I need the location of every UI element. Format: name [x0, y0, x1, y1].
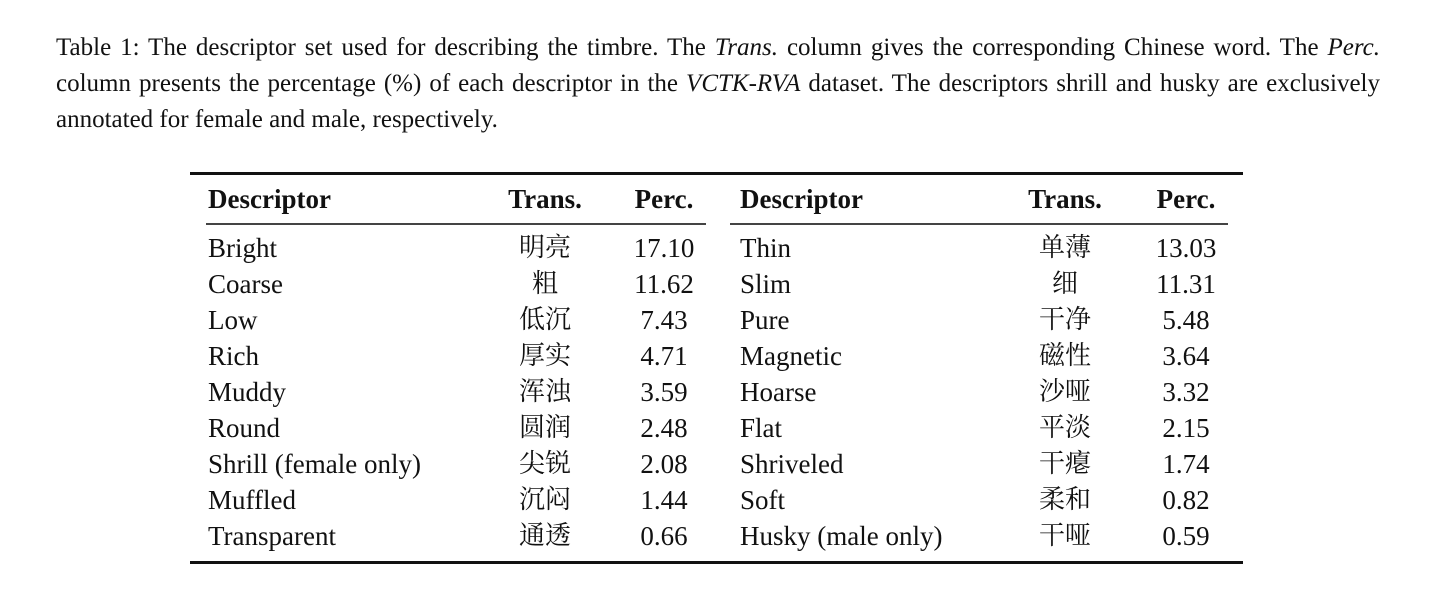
cell-trans: 干哑	[1038, 521, 1091, 551]
cell-descriptor: Transparent	[208, 521, 336, 551]
cell-trans: 明亮	[518, 233, 571, 263]
cell-trans: 沉闷	[518, 485, 571, 515]
cell-perc: 2.08	[640, 449, 688, 479]
cell-perc: 4.71	[640, 341, 688, 371]
cell-descriptor: Pure	[740, 305, 790, 335]
cell-perc: 3.64	[1162, 341, 1210, 371]
caption-text-1: Table 1: The descriptor set used for describing the timbre. The	[56, 34, 715, 61]
cell-trans: 粗	[531, 269, 558, 299]
cell-descriptor: Shrill (female only)	[208, 449, 421, 479]
cell-descriptor: Husky (male only)	[740, 521, 943, 551]
cell-descriptor: Low	[208, 305, 258, 335]
cell-perc: 7.43	[640, 305, 688, 335]
cell-trans: 厚实	[518, 341, 571, 371]
table-bottom-rule	[190, 561, 1243, 564]
cell-descriptor: Round	[208, 413, 281, 443]
header-trans: Trans.	[508, 184, 582, 214]
caption-text-2: column gives the corresponding Chinese word. The	[778, 34, 1328, 61]
cell-perc: 13.03	[1155, 233, 1217, 263]
header-perc: Perc.	[634, 184, 694, 214]
cell-descriptor: Rich	[208, 341, 259, 371]
cell-perc: 2.48	[640, 413, 688, 443]
cell-trans: 平淡	[1038, 413, 1091, 443]
cell-trans: 低沉	[518, 305, 571, 335]
cell-trans: 圆润	[518, 413, 571, 443]
cell-descriptor: Bright	[208, 233, 278, 263]
cell-descriptor: Hoarse	[740, 377, 817, 407]
cell-perc: 3.32	[1162, 377, 1210, 407]
cell-perc: 0.82	[1162, 485, 1210, 515]
header-descriptor: Descriptor	[740, 184, 863, 214]
cell-descriptor: Coarse	[208, 269, 283, 299]
cell-descriptor: Soft	[740, 485, 786, 515]
cell-descriptor: Muddy	[208, 377, 287, 407]
cell-perc: 5.48	[1162, 305, 1210, 335]
cell-descriptor: Flat	[740, 413, 783, 443]
cell-descriptor: Slim	[740, 269, 792, 299]
caption-text-3: column presents the percentage (%) of each descriptor in the	[56, 70, 687, 97]
cell-perc: 1.44	[640, 485, 688, 515]
cell-perc: 17.10	[633, 233, 695, 263]
header-trans: Trans.	[1028, 184, 1102, 214]
cell-trans: 磁性	[1038, 341, 1091, 371]
header-rule-right	[730, 223, 1228, 225]
cell-trans: 尖锐	[518, 449, 571, 479]
caption-text-4: dataset. The descriptors shrill and husky are exclusively annotated for female and male, respectively.	[56, 70, 1380, 133]
cell-perc: 11.62	[634, 269, 694, 299]
cell-trans: 干净	[1038, 305, 1091, 335]
cell-perc: 0.59	[1162, 521, 1210, 551]
cell-perc: 11.31	[1156, 269, 1216, 299]
cell-descriptor: Magnetic	[740, 341, 842, 371]
cell-perc: 2.15	[1162, 413, 1210, 443]
table-top-rule	[190, 172, 1243, 175]
header-rule-left	[206, 223, 706, 225]
cell-perc: 1.74	[1162, 449, 1210, 479]
cell-descriptor: Muffled	[208, 485, 296, 515]
caption-trans-term: Trans.	[714, 34, 778, 61]
caption-perc-term: Perc.	[1327, 34, 1380, 61]
cell-trans: 通透	[518, 521, 571, 551]
caption-dataset-name: VCTK-RVA	[686, 70, 801, 97]
cell-descriptor: Thin	[740, 233, 791, 263]
cell-trans: 沙哑	[1038, 377, 1091, 407]
cell-trans: 细	[1051, 269, 1078, 299]
cell-trans: 单薄	[1038, 233, 1091, 263]
cell-perc: 3.59	[640, 377, 688, 407]
header-descriptor: Descriptor	[208, 184, 331, 214]
table-caption	[56, 30, 1380, 138]
cell-trans: 柔和	[1038, 485, 1091, 515]
cell-trans: 浑浊	[518, 377, 571, 407]
header-perc: Perc.	[1156, 184, 1216, 214]
cell-perc: 0.66	[640, 521, 688, 551]
cell-trans: 干瘪	[1038, 449, 1091, 479]
cell-descriptor: Shriveled	[740, 449, 844, 479]
